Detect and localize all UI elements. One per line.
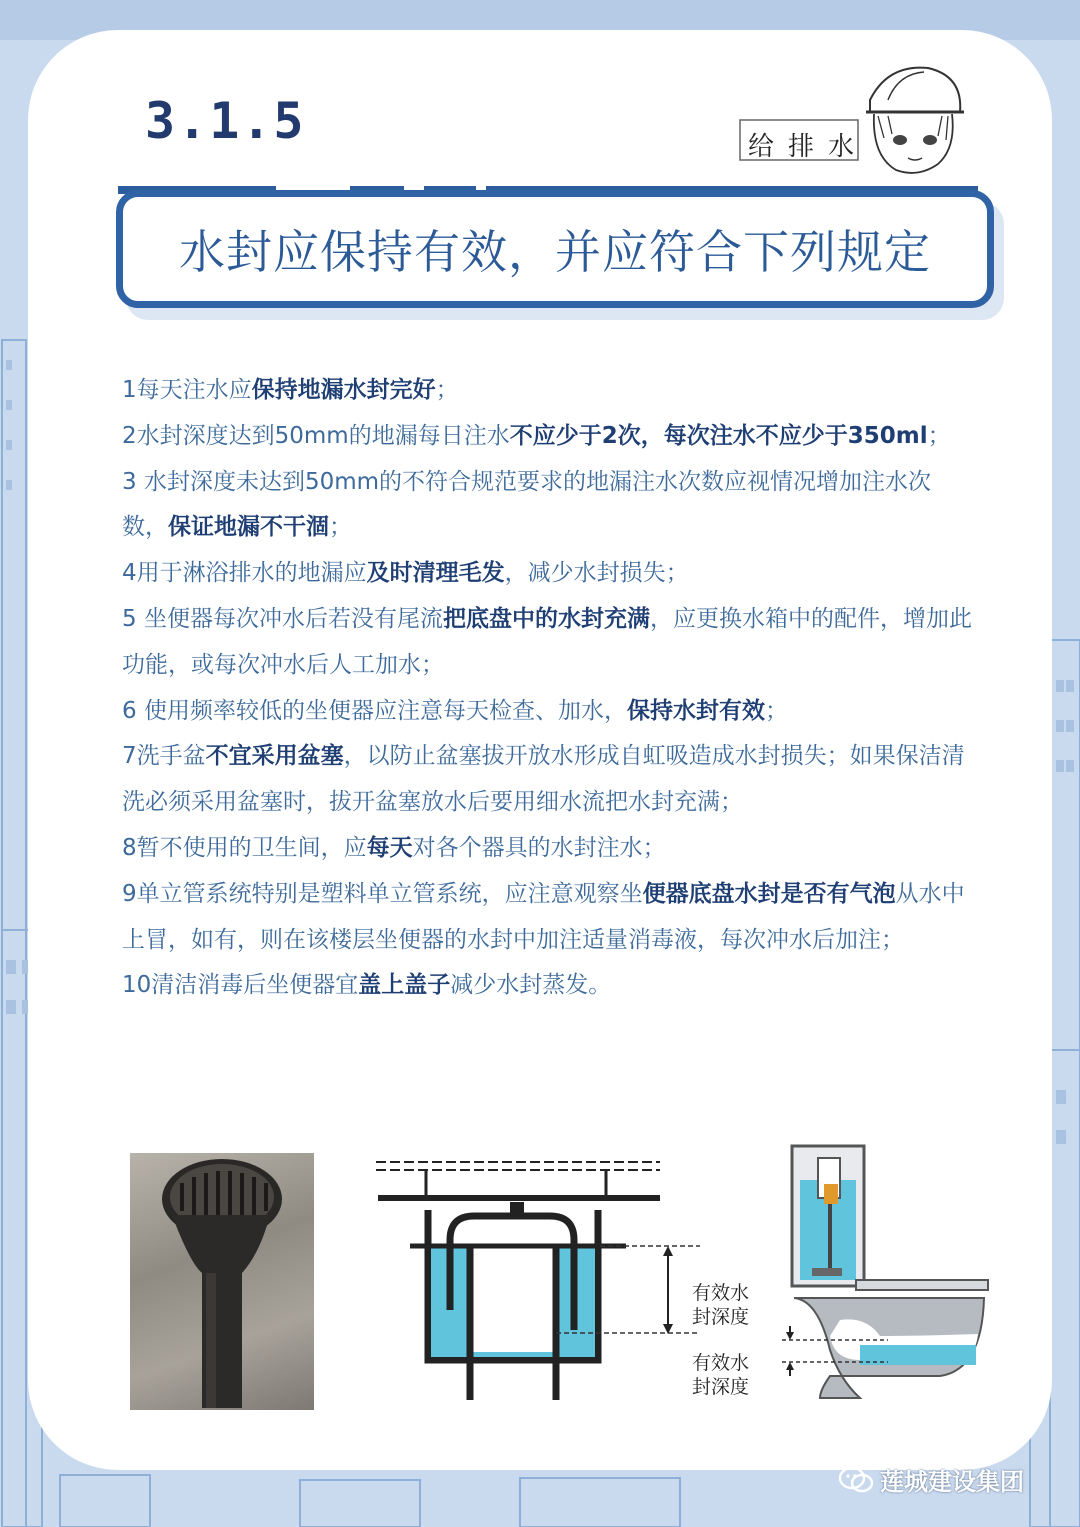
- rule-text: ，减少水封损失；: [504, 560, 689, 587]
- rule-item: [122, 551, 972, 597]
- rule-text: ；: [329, 514, 352, 541]
- rule-text: 对各个器具的水封注水；: [412, 834, 666, 861]
- rule-text: 5 坐便器每次冲水后若没有尾流: [122, 605, 443, 632]
- rule-text: ；: [764, 697, 788, 724]
- rule-item: [122, 734, 972, 826]
- rule-item: [122, 689, 972, 735]
- rule-text: ；: [927, 422, 951, 449]
- floor-drain-section-diagram: [370, 1150, 710, 1410]
- rule-item: [122, 414, 972, 460]
- drain-seal-depth-label: [692, 1281, 772, 1329]
- rule-text: 6 使用频率较低的坐便器应注意每天检查、加水，: [122, 697, 627, 724]
- rule-item: [122, 597, 972, 689]
- rule-item: [122, 368, 972, 414]
- rule-text: 9单立管系统特别是塑料单立管系统，应注意观察坐: [122, 880, 643, 907]
- title-box: [116, 190, 994, 308]
- toilet-seal-depth-label-line2: 封深度: [692, 1376, 750, 1398]
- rule-emphasis: 盖上盖子: [358, 972, 451, 999]
- rule-text: 从水中上冒，如有，则在该楼层坐便器的水封中加注适量消毒液，每次冲水后加注；: [122, 880, 965, 953]
- watermark: [838, 1462, 1024, 1497]
- drain-seal-depth-label-line2: 封深度: [692, 1306, 750, 1328]
- rule-text: 1每天注水应: [122, 377, 252, 403]
- wechat-icon: [838, 1466, 874, 1494]
- rule-emphasis: 每天: [366, 834, 413, 861]
- rule-item: [122, 872, 972, 964]
- rule-text: ；: [435, 377, 459, 403]
- badge-label: 给排水: [748, 132, 869, 162]
- rule-text: 4用于淋浴排水的地漏应: [122, 560, 367, 587]
- rule-text: 7洗手盆: [122, 743, 206, 770]
- floor-drain-photo: [130, 1153, 314, 1410]
- page-title: 水封应保持有效，并应符合下列规定: [179, 225, 931, 279]
- rule-item: [122, 826, 972, 872]
- rule-emphasis: 便器底盘水封是否有气泡: [642, 880, 896, 907]
- rule-emphasis: 保持地漏水封完好: [251, 377, 436, 403]
- toilet-seal-depth-label: [692, 1351, 772, 1399]
- rule-emphasis: 不宜采用盆塞: [205, 743, 344, 770]
- section-number: 3.1.5: [145, 92, 306, 150]
- rule-list: [122, 368, 972, 1009]
- rule-emphasis: 保持水封有效: [626, 697, 765, 724]
- rule-text: 3 水封深度未达到50mm的不符合规范要求的地漏注水次数应视情况增加注水次数，: [122, 468, 932, 541]
- rule-item: [122, 963, 972, 1009]
- rule-text: 10清洁消毒后坐便器宜: [122, 972, 359, 999]
- toilet-section-diagram: [770, 1140, 1000, 1410]
- rule-text: 8暂不使用的卫生间，应: [122, 834, 367, 861]
- rule-emphasis: 保证地漏不干涸: [168, 514, 329, 541]
- rule-text: 减少水封蒸发。: [450, 972, 612, 999]
- rule-text: ，以防止盆塞拔开放水形成自虹吸造成水封损失；如果保洁清洗必须采用盆塞时，拔开盆塞放水后要用细水流把水封充满；: [122, 743, 965, 816]
- rule-emphasis: 把底盘中的水封充满: [442, 605, 650, 632]
- toilet-seal-depth-label-line1: 有效水: [692, 1352, 750, 1374]
- drain-seal-depth-label-line1: 有效水: [692, 1282, 750, 1304]
- rule-emphasis: 及时清理毛发: [366, 560, 505, 587]
- watermark-text: 莲城建设集团: [880, 1468, 1024, 1496]
- rule-emphasis: 不应少于2次，每次注水不应少于350ml: [509, 422, 928, 449]
- rule-item: [122, 460, 972, 552]
- rule-text: 2水封深度达到50mm的地漏每日注水: [122, 422, 510, 449]
- rule-text: ，应更换水箱中的配件，增加此功能，或每次冲水后人工加水；: [122, 605, 972, 678]
